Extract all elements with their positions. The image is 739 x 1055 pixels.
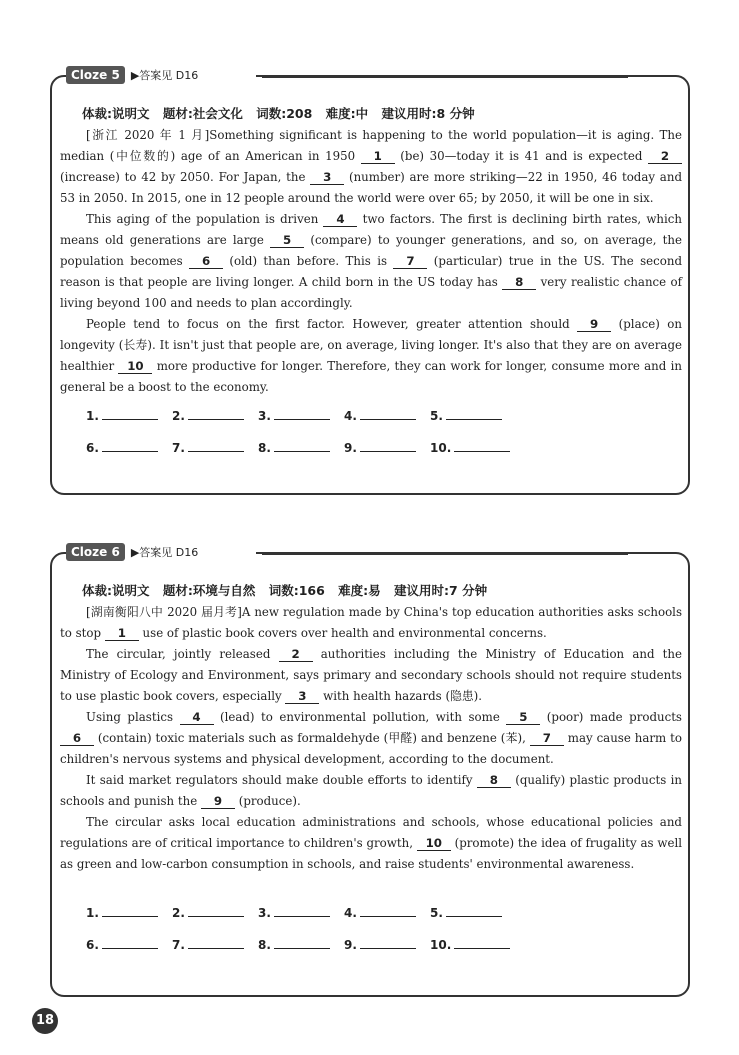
answer-label: 3. bbox=[258, 906, 271, 920]
answer-slot[interactable] bbox=[172, 409, 258, 423]
text: People tend to focus on the first factor. However, greater attention should bbox=[86, 317, 578, 331]
text: This aging of the population is driven bbox=[86, 212, 324, 226]
answer-label: 1. bbox=[86, 409, 99, 423]
text: The circular, jointly released bbox=[86, 647, 279, 661]
text: (old) than before. This is bbox=[223, 254, 394, 268]
answer-slot[interactable] bbox=[172, 906, 258, 920]
answer-label: 9. bbox=[344, 441, 357, 455]
text: may cause harm to children's nervous systems and physical development, according to the document. bbox=[60, 731, 682, 766]
meta-time: 建议用时:7 分钟 bbox=[394, 583, 488, 598]
text: (poor) made products bbox=[540, 710, 682, 724]
meta-genre: 体裁:说明文 bbox=[82, 583, 150, 598]
answer-slot[interactable] bbox=[430, 409, 516, 423]
text: (compare) to younger generations, and so, on average, the population becomes bbox=[60, 233, 682, 268]
cloze-6-section bbox=[50, 545, 690, 997]
text: Using plastics bbox=[86, 710, 180, 724]
paragraph bbox=[60, 125, 682, 209]
blank[interactable]: 8 bbox=[477, 773, 511, 788]
blank[interactable]: 3 bbox=[285, 689, 319, 704]
answer-label: 7. bbox=[172, 441, 185, 455]
meta-difficulty: 难度:中 bbox=[325, 106, 369, 121]
blank[interactable]: 1 bbox=[105, 626, 139, 641]
answer-slot[interactable] bbox=[258, 906, 344, 920]
answer-label: 10. bbox=[430, 441, 452, 455]
page-number: 18 bbox=[32, 1008, 58, 1034]
answer-slot[interactable] bbox=[258, 409, 344, 423]
meta-wordcount: 词数:208 bbox=[256, 106, 313, 121]
meta-theme: 题材:社会文化 bbox=[162, 106, 243, 121]
blank[interactable]: 9 bbox=[577, 317, 611, 332]
answer-slot[interactable] bbox=[344, 906, 430, 920]
blank[interactable]: 8 bbox=[502, 275, 536, 290]
paragraph bbox=[60, 209, 682, 314]
paragraph bbox=[60, 812, 682, 875]
answer-label: 10. bbox=[430, 938, 452, 952]
answer-label: 8. bbox=[258, 938, 271, 952]
text: The circular asks local education administrations and schools, whose educational policies and regulations are of critical importance to children's growth, bbox=[60, 815, 682, 850]
paragraph bbox=[60, 602, 682, 644]
source: [浙江 2020 年 1 月] bbox=[86, 128, 210, 142]
text: (contain) toxic materials such as formaldehyde (甲醛) and benzene (苯), bbox=[94, 731, 530, 745]
cloze-5-passage bbox=[60, 125, 682, 398]
text: use of plastic book covers over health and environmental concerns. bbox=[138, 626, 547, 640]
answer-slot[interactable] bbox=[344, 441, 430, 455]
text: (qualify) plastic products in schools and punish the bbox=[60, 773, 682, 808]
blank[interactable]: 4 bbox=[323, 212, 357, 227]
answer-label: 4. bbox=[344, 906, 357, 920]
blank[interactable]: 6 bbox=[189, 254, 223, 269]
text: Something significant is happening to the world population—it is aging. The median (中位数的) age of an American in 1950 bbox=[60, 128, 682, 163]
source: [湖南衡阳八中 2020 届月考] bbox=[86, 605, 242, 619]
cloze-6-tag: Cloze 6 bbox=[66, 543, 125, 561]
blank[interactable]: 5 bbox=[506, 710, 540, 725]
blank[interactable]: 1 bbox=[361, 149, 395, 164]
cloze-6-answer-ref: ▶答案见 D16 bbox=[130, 546, 199, 559]
text: (number) are more striking—22 in 1950, 46 today and 53 in 2050. In 2015, one in 12 people around the world were over 65; by 2050, it will be one in six. bbox=[60, 170, 682, 205]
text: (increase) to 42 by 2050. For Japan, the bbox=[60, 170, 311, 184]
blank[interactable]: 5 bbox=[270, 233, 304, 248]
meta-theme: 题材:环境与自然 bbox=[162, 583, 256, 598]
blank[interactable]: 6 bbox=[60, 731, 94, 746]
text: (particular) true in the US. The second reason is that people are living longer. A child born in the US today has bbox=[60, 254, 683, 289]
blank[interactable]: 7 bbox=[530, 731, 564, 746]
cloze-6-header bbox=[66, 542, 256, 562]
answer-label: 6. bbox=[86, 441, 99, 455]
answer-slot[interactable] bbox=[86, 441, 172, 455]
text: more productive for longer. Therefore, they can work for longer, consume more and in general be a boost to the economy. bbox=[60, 359, 682, 394]
answer-slot[interactable] bbox=[430, 906, 516, 920]
blank[interactable]: 10 bbox=[417, 836, 451, 851]
blank[interactable]: 7 bbox=[393, 254, 427, 269]
text: It said market regulators should make double efforts to identify bbox=[86, 773, 477, 787]
answer-slot[interactable] bbox=[86, 409, 172, 423]
meta-genre: 体裁:说明文 bbox=[82, 106, 150, 121]
blank[interactable]: 4 bbox=[180, 710, 214, 725]
cloze-5-answer-ref: ▶答案见 D16 bbox=[130, 69, 199, 82]
blank[interactable]: 2 bbox=[648, 149, 682, 164]
answer-slot[interactable] bbox=[344, 938, 430, 952]
answer-label: 9. bbox=[344, 938, 357, 952]
answer-slot[interactable] bbox=[430, 441, 516, 455]
answer-label: 2. bbox=[172, 409, 185, 423]
cloze-6-passage bbox=[60, 602, 682, 875]
cloze-5-meta bbox=[82, 104, 484, 122]
answer-label: 1. bbox=[86, 906, 99, 920]
answer-slot[interactable] bbox=[344, 409, 430, 423]
paragraph bbox=[60, 707, 682, 770]
cloze-5-section bbox=[50, 68, 690, 495]
text: very realistic chance of living beyond 100 and needs to plan accordingly. bbox=[60, 275, 682, 310]
meta-difficulty: 难度:易 bbox=[338, 583, 381, 598]
text: (be) 30—today it is 41 and is expected bbox=[394, 149, 648, 163]
header-rule bbox=[262, 552, 628, 555]
answer-slot[interactable] bbox=[172, 938, 258, 952]
text: two factors. The first is declining birth rates, which means old generations are large bbox=[60, 212, 682, 247]
paragraph bbox=[60, 644, 682, 707]
answer-slot[interactable] bbox=[86, 938, 172, 952]
cloze-5-header bbox=[66, 65, 256, 85]
answer-slot[interactable] bbox=[258, 938, 344, 952]
header-rule bbox=[262, 75, 628, 78]
cloze-5-tag: Cloze 5 bbox=[66, 66, 125, 84]
meta-wordcount: 词数:166 bbox=[268, 583, 325, 598]
answer-slot[interactable] bbox=[172, 441, 258, 455]
meta-time: 建议用时:8 分钟 bbox=[381, 106, 475, 121]
text: (place) on longevity (长寿). It isn't just that people are, on average, living longer. It's also that they are on average healthier bbox=[60, 317, 682, 373]
blank[interactable]: 3 bbox=[310, 170, 344, 185]
paragraph bbox=[60, 770, 682, 812]
text: with health hazards (隐患). bbox=[319, 689, 483, 703]
text: (produce). bbox=[234, 794, 301, 808]
answer-label: 5. bbox=[430, 409, 443, 423]
text: (lead) to environmental pollution, with some bbox=[213, 710, 507, 724]
answer-label: 2. bbox=[172, 906, 185, 920]
cloze-6-meta bbox=[82, 581, 496, 599]
blank[interactable]: 2 bbox=[279, 647, 313, 662]
answer-label: 8. bbox=[258, 441, 271, 455]
paragraph bbox=[60, 314, 682, 398]
answer-label: 7. bbox=[172, 938, 185, 952]
text: authorities including the Ministry of Education and the Ministry of Ecology and Environment, says primary and secondary schools should not require students to use plastic book covers, especially bbox=[60, 647, 682, 703]
cloze-6-answer-grid bbox=[86, 906, 526, 952]
answer-slot[interactable] bbox=[258, 441, 344, 455]
answer-label: 3. bbox=[258, 409, 271, 423]
answer-label: 6. bbox=[86, 938, 99, 952]
answer-label: 4. bbox=[344, 409, 357, 423]
answer-slot[interactable] bbox=[430, 938, 516, 952]
blank[interactable]: 10 bbox=[118, 359, 152, 374]
text: A new regulation made by China's top education authorities asks schools to stop bbox=[60, 605, 682, 640]
blank[interactable]: 9 bbox=[201, 794, 235, 809]
cloze-5-answer-grid bbox=[86, 409, 526, 455]
answer-slot[interactable] bbox=[86, 906, 172, 920]
text: (promote) the idea of frugality as well as green and low-carbon consumption in schools, and raise students' environmental awareness. bbox=[60, 836, 682, 871]
answer-label: 5. bbox=[430, 906, 443, 920]
